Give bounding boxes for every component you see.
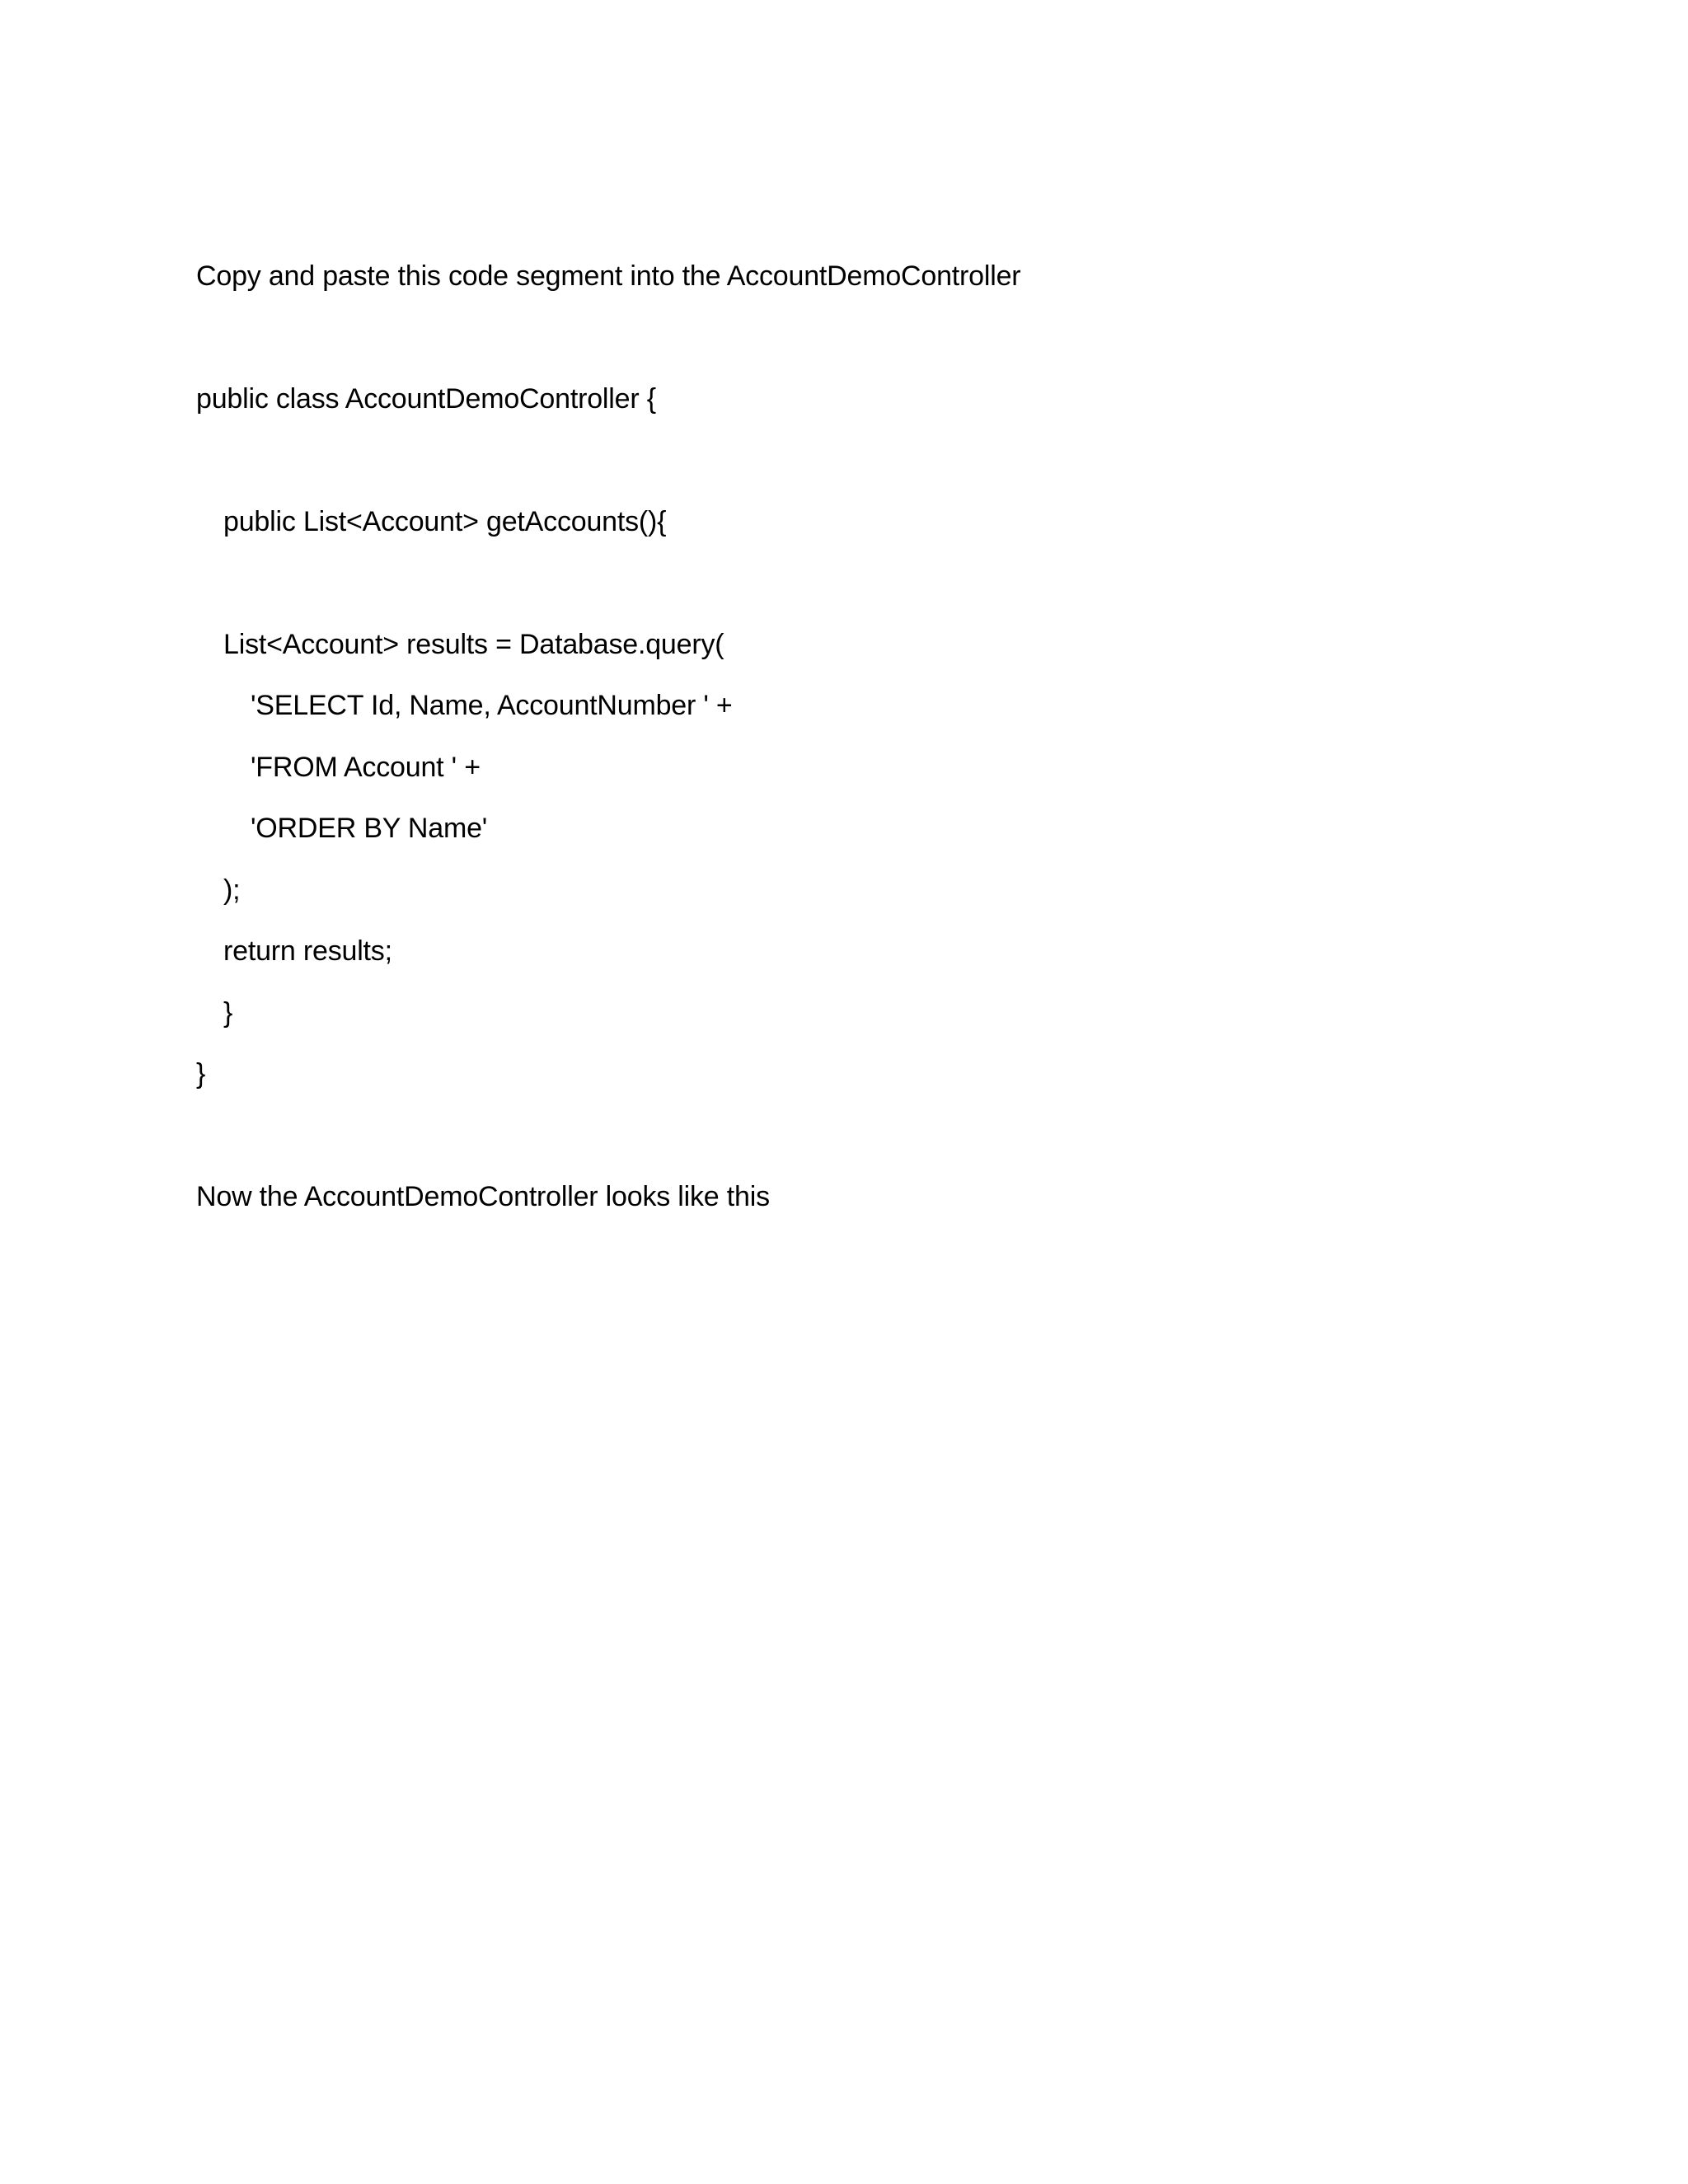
outro-paragraph: Now the AccountDemoController looks like this [196,1181,770,1212]
code-line: public class AccountDemoController { [196,383,656,415]
code-line: 'SELECT Id, Name, AccountNumber ' + [251,690,733,721]
code-line: } [196,1058,206,1090]
code-line: List<Account> results = Database.query( [223,629,724,660]
intro-paragraph: Copy and paste this code segment into the AccountDemoController [196,260,1021,292]
code-line: public List<Account> getAccounts(){ [223,506,667,537]
code-line: 'ORDER BY Name' [251,813,488,844]
code-line: ); [223,874,241,906]
code-line: return results; [223,935,392,967]
code-line: } [223,997,233,1029]
code-line: 'FROM Account ' + [251,752,481,783]
